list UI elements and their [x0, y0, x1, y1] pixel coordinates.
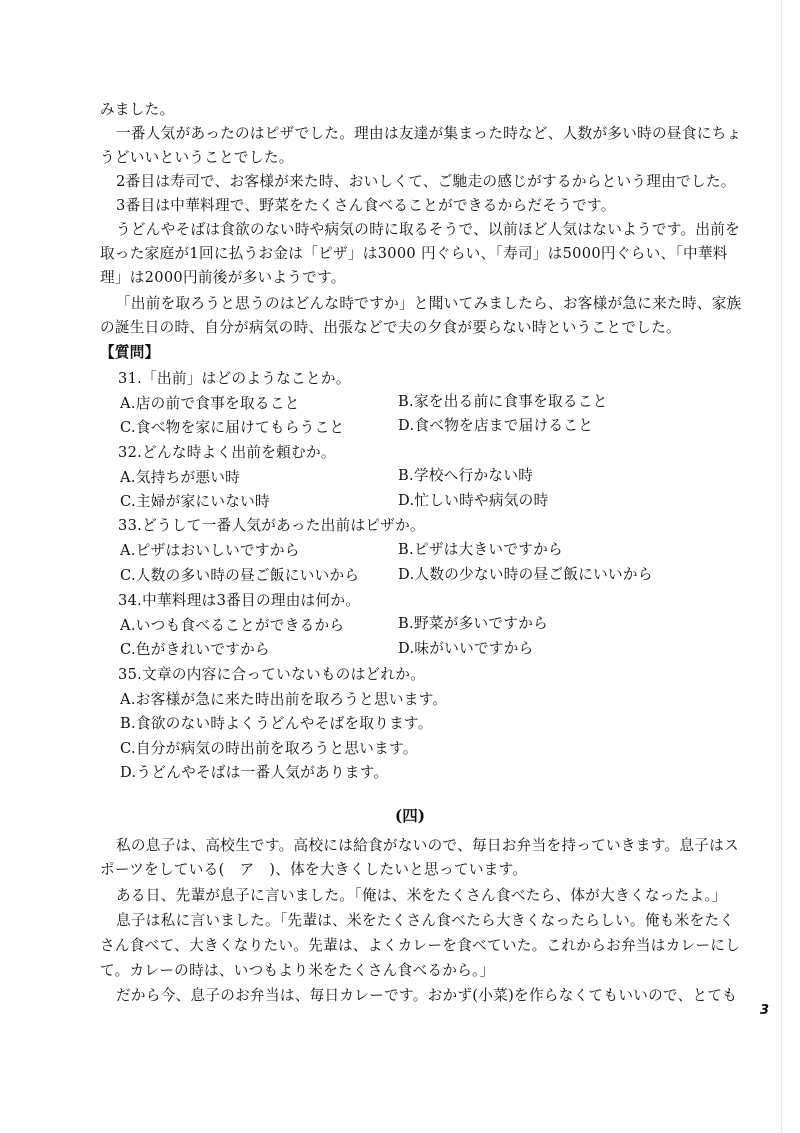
question-stem: 31.「出前」はどのようなことか。	[118, 370, 351, 387]
answer-option[interactable]: B.ピザは大きいですから	[398, 541, 563, 558]
passage-line: 取った家庭が1回に払うお金は「ピザ」は3000 円ぐらい、「寿司」は5000円ぐらい、「中華料	[100, 245, 728, 262]
passage-line: 「出前を取ろうと思うのはどんな時ですか」と聞いてみましたら、お客様が急に来た時、家族	[116, 295, 742, 312]
passage-line: 息子は私に言いました。「先輩は、米をたくさん食べたら大きくなったらしい。俺も米をたく	[116, 912, 735, 929]
passage-line: みました。	[100, 101, 175, 118]
answer-option[interactable]: C.食べ物を家に届けてもらうこと	[120, 419, 345, 436]
passage-line: 2番目は寿司で、お客様が来た時、おいしくて、ご馳走の感じがするからという理由でした。	[116, 173, 736, 190]
passage-line: さん食べて、大きくなりたい。先輩は、よくカレーを食べていた。これからお弁当はカレーにし	[100, 937, 741, 954]
answer-option[interactable]: D.忙しい時や病気の時	[398, 492, 549, 509]
passage-line: だから今、息子のお弁当は、毎日カレーです。おかず(小菜)を作らなくてもいいので、とても	[116, 987, 738, 1004]
answer-option[interactable]: D.うどんやそばは一番人気があります。	[120, 764, 389, 781]
answer-option[interactable]: D.人数の少ない時の昼ご飯にいいから	[398, 566, 653, 583]
answer-option[interactable]: C.主婦が家にいない時	[120, 493, 270, 510]
passage-line: 3番目は中華料理で、野菜をたくさん食べることができるからだそうです。	[116, 197, 616, 214]
passage-line: うどいいということでした。	[100, 149, 294, 166]
passage-line: ある日、先輩が息子に言いました。「俺は、米をたくさん食べたら、体が大きくなったよ。」	[116, 887, 727, 904]
question-stem: 33.どうして一番人気があった出前はピザか。	[118, 517, 425, 534]
passage-line: 一番人気があったのはピザでした。理由は友達が集まった時など、人数が多い時の昼食にちょ	[116, 125, 742, 142]
question-stem: 35.文章の内容に合っていないものはどれか。	[118, 666, 426, 683]
answer-option[interactable]: A.ピザはおいしいですから	[120, 542, 300, 559]
passage-line: の誕生日の時、自分が病気の時、出張などで夫の夕食が要らない時ということでした。	[100, 319, 681, 336]
passage-line: 私の息子は、高校生です。高校には給食がないので、毎日お弁当を持っていきます。息子はス	[116, 837, 739, 854]
answer-option[interactable]: C.自分が病気の時出前を取ろうと思います。	[120, 740, 418, 757]
answer-option[interactable]: A.いつも食べることができるから	[120, 617, 345, 634]
answer-option[interactable]: A.気持ちが悪い時	[120, 469, 241, 486]
passage-line: て。カレーの時は、いつもより米をたくさん食べるから。」	[100, 962, 495, 979]
question-stem: 34.中華料理は3番目の理由は何か。	[118, 592, 361, 609]
page-edge	[781, 0, 782, 1133]
passage-line: 理」は2000円前後が多いようです。	[100, 269, 346, 286]
questions-heading: 【質問】	[100, 344, 160, 361]
answer-option[interactable]: D.味がいいですから	[398, 640, 534, 657]
answer-option[interactable]: B.家を出る前に食事を取ること	[398, 393, 608, 410]
answer-option[interactable]: C.色がきれいですから	[120, 641, 270, 658]
answer-option[interactable]: B.野菜が多いですから	[398, 615, 549, 632]
question-stem: 32.どんな時よく出前を頼むか。	[118, 444, 336, 461]
answer-option[interactable]: A.店の前で食事を取ること	[120, 395, 300, 412]
answer-option[interactable]: A.お客様が急に来た時出前を取ろうと思います。	[120, 691, 448, 708]
answer-option[interactable]: B.学校へ行かない時	[398, 467, 534, 484]
page-number: 3	[760, 1003, 770, 1018]
answer-option[interactable]: B.食欲のない時よくうどんやそばを取ります。	[120, 715, 433, 732]
passage-line: ポーツをしている( ア )、体を大きくしたいと思っています。	[100, 861, 528, 878]
passage-line: うどんやそばは食欲のない時や病気の時に取るそうで、以前ほど人気はないようです。出前を	[116, 221, 741, 238]
answer-option[interactable]: C.人数の多い時の昼ご飯にいいから	[120, 567, 360, 584]
answer-option[interactable]: D.食べ物を店まで届けること	[398, 417, 594, 434]
section-title: (四)	[394, 806, 426, 825]
